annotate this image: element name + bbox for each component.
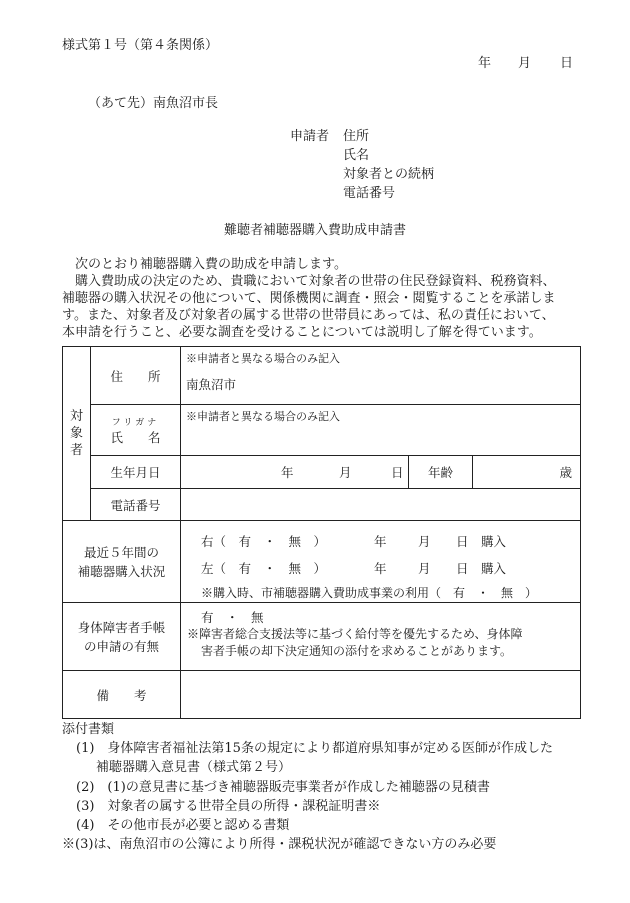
intro-line-2: 購入費助成の決定のため、貴職において対象者の世帯の住民登録資料、税務資料、 — [75, 274, 556, 289]
phone-field[interactable] — [181, 489, 581, 521]
birth-year-label: 年 — [281, 465, 294, 480]
subject-label: 対象者 — [69, 409, 83, 458]
phone-row — [63, 489, 581, 521]
history-field[interactable] — [181, 521, 581, 603]
address-field[interactable] — [181, 347, 581, 405]
birth-date-field[interactable] — [181, 456, 409, 489]
age-label: 年齢 — [427, 465, 453, 480]
name-row — [63, 405, 581, 456]
birth-month-label: 月 — [339, 465, 352, 480]
address-row — [63, 347, 581, 405]
birth-day-label: 日 — [391, 465, 404, 480]
name-field[interactable] — [181, 405, 581, 456]
remarks-field[interactable] — [181, 671, 581, 719]
form-number: 様式第１号（第４条関係） — [62, 38, 219, 53]
address-label: 住 所 — [110, 368, 161, 384]
intro-line-3: 補聴器の購入状況その他について、関係機関に調査・照会・閲覧することを承諾しま — [62, 291, 556, 306]
right-month-label: 月 — [418, 533, 431, 549]
attachment-item-1-cont: 補聴器購入意見書（様式第２号） — [96, 760, 292, 775]
certificate-note-line-1: ※障害者総合支援法等に基づく給付等を優先するため、身体障 — [187, 627, 523, 641]
remarks-label-cell — [63, 671, 181, 719]
name-note: ※申請者と異なる場合のみ記入 — [186, 410, 340, 423]
certificate-note-line-2: 害者手帳の却下決定通知の添付を求めることがあります。 — [201, 644, 513, 658]
certificate-label-line-2: の申請の有無 — [83, 638, 159, 654]
intro-line-4: す。また、対象者及び対象者の属する世帯の世帯員にあっては、私の責任において、 — [62, 308, 555, 323]
date-year-label: 年 — [478, 56, 492, 71]
applicant-name-label: 氏名 — [343, 148, 370, 163]
intro-line-5: 本申請を行うこと、必要な調査を受けることについては説明し了解を得ています。 — [62, 325, 542, 340]
attachment-item-1: (1) 身体障害者福祉法第15条の規定により都道府県知事が定める医師が作成した — [76, 741, 553, 756]
birth-row — [63, 456, 581, 489]
application-table — [62, 346, 581, 719]
document-title: 難聴者補聴器購入費助成申請書 — [223, 223, 406, 238]
address-value: 南魚沼市 — [186, 377, 237, 392]
left-purchase-label: 日 購入 — [456, 560, 507, 576]
certificate-label-line-1: 身体障害者手帳 — [77, 619, 166, 635]
applicant-label: 申請者 — [290, 129, 330, 144]
birth-label-cell — [91, 456, 181, 489]
address-label-cell — [91, 347, 181, 405]
age-field[interactable] — [473, 456, 581, 489]
certificate-field[interactable] — [181, 603, 581, 671]
left-ear-choice[interactable]: 左（ 有 ・ 無 ） — [201, 560, 327, 576]
remarks-label: 備 考 — [96, 687, 147, 703]
left-month-label: 月 — [418, 560, 431, 576]
right-ear-choice[interactable]: 右（ 有 ・ 無 ） — [201, 533, 327, 549]
right-purchase-label: 日 購入 — [456, 533, 507, 549]
certificate-label-cell — [63, 603, 181, 671]
birth-label: 生年月日 — [110, 465, 161, 480]
certificate-row — [63, 603, 581, 671]
history-label-line-1: 最近５年間の — [83, 544, 159, 560]
phone-label-cell — [91, 489, 181, 521]
history-row — [63, 521, 581, 603]
applicant-relationship-label: 対象者との続柄 — [343, 167, 435, 182]
certificate-choice[interactable]: 有 ・ 無 — [201, 610, 264, 625]
history-label-cell — [63, 521, 181, 603]
attachment-item-4: (4) その他市長が必要と認める書類 — [76, 818, 290, 833]
name-label: 氏 名 — [110, 429, 161, 445]
attachments-heading: 添付書類 — [62, 722, 115, 737]
left-year-label: 年 — [374, 560, 387, 576]
attachment-item-2: (2) (1)の意見書に基づき補聴器販売事業者が作成した補聴器の見積書 — [76, 780, 490, 795]
phone-label: 電話番号 — [110, 497, 161, 513]
subject-label-cell — [63, 347, 91, 521]
addressee: （あて先）南魚沼市長 — [88, 96, 219, 111]
address-note: ※申請者と異なる場合のみ記入 — [186, 352, 340, 365]
intro-paragraph — [62, 256, 582, 341]
date-day-label: 日 — [560, 56, 574, 71]
attachment-item-3: (3) 対象者の属する世帯全員の所得・課税証明書※ — [76, 799, 381, 814]
date-month-label: 月 — [518, 56, 532, 71]
furigana-label: フリガナ — [111, 417, 160, 428]
applicant-phone-label: 電話番号 — [343, 186, 396, 201]
intro-line-1: 次のとおり補聴器購入費の助成を申請します。 — [75, 257, 347, 272]
applicant-address-label: 住所 — [343, 129, 370, 144]
remarks-row — [63, 671, 581, 719]
name-label-cell — [91, 405, 181, 456]
right-year-label: 年 — [374, 533, 387, 549]
attachment-footnote: ※(3)は、南魚沼市の公簿により所得・課税状況が確認できない方のみ必要 — [62, 837, 497, 852]
program-usage-note[interactable]: ※購入時、市補聴器購入費助成事業の利用（ 有 ・ 無 ） — [201, 585, 538, 600]
history-label-line-2: 補聴器購入状況 — [77, 563, 166, 579]
age-label-cell — [409, 456, 473, 489]
age-unit: 歳 — [559, 465, 572, 480]
